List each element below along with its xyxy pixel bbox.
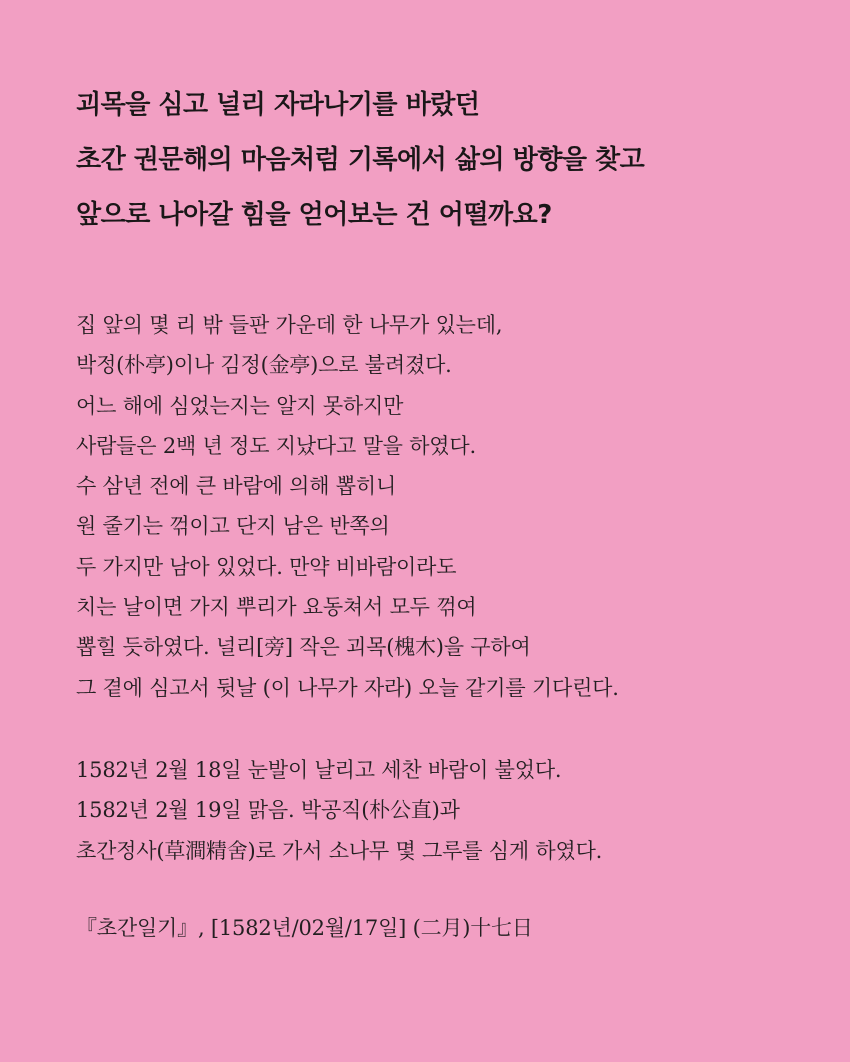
intro-heading <box>76 78 816 243</box>
passage-line: 수 삼년 전에 큰 바람에 의해 뽑히니 <box>76 474 397 499</box>
passage-line: 뽑힐 듯하였다. 널리[旁] 작은 괴목(槐木)을 구하여 <box>76 635 531 660</box>
diary-line: 1582년 2월 19일 맑음. 박공직(朴公直)과 <box>76 798 460 823</box>
passage-line: 집 앞의 몇 리 밖 들판 가운데 한 나무가 있는데, <box>76 313 503 337</box>
citation-text: 『초간일기』, [1582년/02월/17일] (二月)十七日 <box>76 916 533 940</box>
diary-line: 1582년 2월 18일 눈발이 날리고 세찬 바람이 불었다. <box>76 758 562 782</box>
passage-line: 그 곁에 심고서 뒷날 (이 나무가 자라) 오늘 같기를 기다린다. <box>76 675 619 700</box>
passage-line: 박정(朴亭)이나 김정(金亭)으로 불려졌다. <box>76 353 452 378</box>
passage-line: 사람들은 2백 년 정도 지났다고 말을 하였다. <box>76 433 476 458</box>
citation <box>76 908 816 948</box>
diary-line: 초간정사(草澗精舍)로 가서 소나무 몇 그루를 심게 하였다. <box>76 838 603 863</box>
passage-paragraph <box>76 305 816 708</box>
passage-line: 어느 해에 심었는지는 알지 못하지만 <box>76 393 404 418</box>
heading-line: 괴목을 심고 널리 자라나기를 바랐던 <box>76 90 480 120</box>
heading-line: 초간 권문해의 마음처럼 기록에서 삶의 방향을 찾고 <box>76 145 645 175</box>
passage-line: 치는 날이면 가지 뿌리가 요동쳐서 모두 꺾여 <box>76 595 477 620</box>
diary-paragraph <box>76 750 816 871</box>
passage-line: 두 가지만 남아 있었다. 만약 비바람이라도 <box>76 554 457 579</box>
heading-line: 앞으로 나아갈 힘을 얻어보는 건 어떨까요? <box>76 200 552 230</box>
passage-line: 원 줄기는 꺾이고 단지 남은 반쪽의 <box>76 514 390 539</box>
